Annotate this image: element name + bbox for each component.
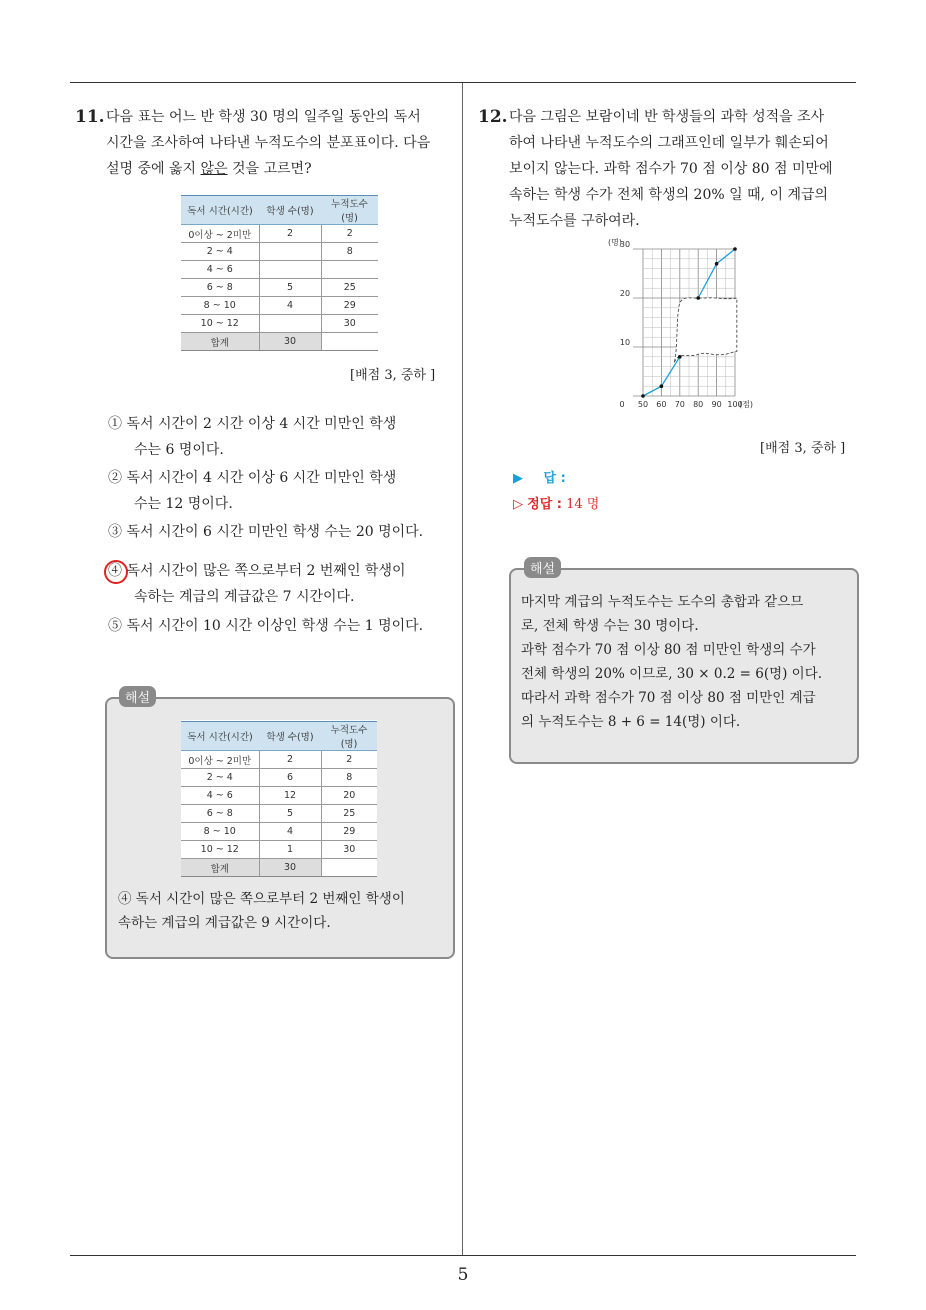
choice-2[interactable]: ② 독서 시간이 4 시간 이상 6 시간 미만인 학생 수는 12 명이다. xyxy=(108,470,397,512)
table-header-row: 독서 시간(시간) 학생 수(명) 누적도수(명) xyxy=(181,722,377,751)
table-row: 4 ~ 6 12 20 xyxy=(181,787,377,805)
x-tick-label: 50 xyxy=(637,400,649,409)
question-12-text: 다음 그림은 보람이네 반 학생들의 과학 성적을 조사 하여 나타낸 누적도수의 그래프인데 일부가 훼손되어 보이지 않는다. 과학 점수가 70 점 이상 80 점 미만에 속하는 학생 수가 전체 학생의 20% 일 때, 이 계급의 누적도수를 구하여라. xyxy=(509,109,833,229)
table-row: 2 ~ 4 6 8 xyxy=(181,769,377,787)
correct-value: 14 명 xyxy=(566,497,600,512)
data-point xyxy=(660,384,664,388)
torn-edge xyxy=(674,298,737,363)
answer-line xyxy=(513,467,566,486)
damaged-area xyxy=(674,298,737,363)
table-row: 6 ~ 8 5 25 xyxy=(181,279,378,297)
choice-5[interactable]: ⑤ 독서 시간이 10 시간 이상인 학생 수는 1 명이다. xyxy=(108,618,424,634)
y-tick-label: 20 xyxy=(619,289,631,298)
q11-frequency-table xyxy=(181,195,378,351)
question-11-number: 11. xyxy=(75,107,105,127)
q11-line-2: 시간을 조사하여 나타낸 누적도수의 분포표이다. 다음 xyxy=(106,135,431,151)
table-total-row: 합계 30 xyxy=(181,333,378,351)
y-tick-label: 30 xyxy=(619,240,631,249)
q12-explanation-text: 마지막 계급의 누적도수는 도수의 총합과 같으므 로, 전체 학생 수는 30 명이다. 과학 점수가 70 점 이상 80 점 미만인 학생의 수가 전체 학생의 20% 이므로, 30 × 0.2 = 6(명) 이다. 따라서 과학 점수가 70 점 이상 80 점 미만인 계급 의 누적도수는 8 + 6 = 14(명) 이다. xyxy=(521,594,823,730)
header-students: 학생 수(명) xyxy=(259,196,321,225)
column-divider xyxy=(462,83,463,1255)
y-tick-label: 10 xyxy=(619,338,631,347)
x-tick-label: 70 xyxy=(674,400,685,409)
x-tick-label: 90 xyxy=(711,400,722,409)
outline-arrow-icon: ▷ xyxy=(513,497,523,512)
q11-explanation-text: ④ 독서 시간이 많은 쪽으로부터 2 번째인 학생이 속하는 계급의 계급값은 9 시간이다. xyxy=(118,891,405,931)
q11-line-3: 설명 중에 옳지 않은 것을 고르면? xyxy=(106,161,312,177)
answer-label: 답 : xyxy=(543,471,566,486)
table-row: 4 ~ 6 xyxy=(181,261,378,279)
underlined-not: 않은 xyxy=(200,161,228,177)
x-tick-label: 60 xyxy=(656,400,667,409)
table-row: 10 ~ 12 1 30 xyxy=(181,841,377,859)
correct-answer-line xyxy=(513,493,599,512)
header-rule xyxy=(70,82,856,83)
question-12-number: 12. xyxy=(478,107,508,127)
cumulative-frequency-chart xyxy=(600,238,770,412)
data-point xyxy=(641,394,645,398)
data-point xyxy=(715,262,719,266)
x-axis-unit: (점) xyxy=(739,400,753,409)
table-row: 6 ~ 8 5 25 xyxy=(181,805,377,823)
header-cumulative: 누적도수(명) xyxy=(321,196,378,225)
x-tick-label: 80 xyxy=(693,400,704,409)
table-row: 8 ~ 10 4 29 xyxy=(181,823,377,841)
choice-3[interactable]: ③ 독서 시간이 6 시간 미만인 학생 수는 20 명이다. xyxy=(108,524,424,540)
data-point xyxy=(696,296,700,300)
table-row: 10 ~ 12 30 xyxy=(181,315,378,333)
table-row: 8 ~ 10 4 29 xyxy=(181,297,378,315)
table-row: 0이상 ~ 2미만 2 2 xyxy=(181,751,377,769)
table-row: 2 ~ 4 8 xyxy=(181,243,378,261)
y-axis-unit: (명) xyxy=(608,238,622,247)
question-11-text xyxy=(106,104,430,182)
q11-line-1: 다음 표는 어느 반 학생 30 명의 일주일 동안의 독서 xyxy=(106,109,421,125)
q11-explanation-table xyxy=(181,721,377,877)
q11-explanation-tag: 해설 xyxy=(119,686,156,707)
header-reading-time: 독서 시간(시간) xyxy=(181,196,259,225)
choice-4[interactable]: ④ 독서 시간이 많은 쪽으로부터 2 번째인 학생이 속하는 계급의 계급값은 7 시간이다. xyxy=(108,563,406,605)
q12-explanation-tag: 해설 xyxy=(524,557,561,578)
y-tick-label: 0 xyxy=(619,400,625,409)
page-number: 5 xyxy=(457,1265,469,1285)
play-arrow-icon: ▶ xyxy=(513,471,523,486)
choice-1[interactable]: ① 독서 시간이 2 시간 이상 4 시간 미만인 학생 수는 6 명이다. xyxy=(108,416,397,458)
correct-label: 정답 : xyxy=(527,497,562,512)
table-header-row xyxy=(181,196,378,225)
data-point xyxy=(733,247,737,251)
data-point xyxy=(678,355,682,359)
table-total-row: 합계 30 xyxy=(181,859,377,877)
footer-rule xyxy=(70,1255,856,1256)
x-tick-label: 100 xyxy=(727,400,743,409)
q11-score: [배점 3, 중하 ] xyxy=(350,368,436,383)
table-row: 0이상 ~ 2미만 2 2 xyxy=(181,225,378,243)
q12-score: [배점 3, 중하 ] xyxy=(760,441,846,456)
